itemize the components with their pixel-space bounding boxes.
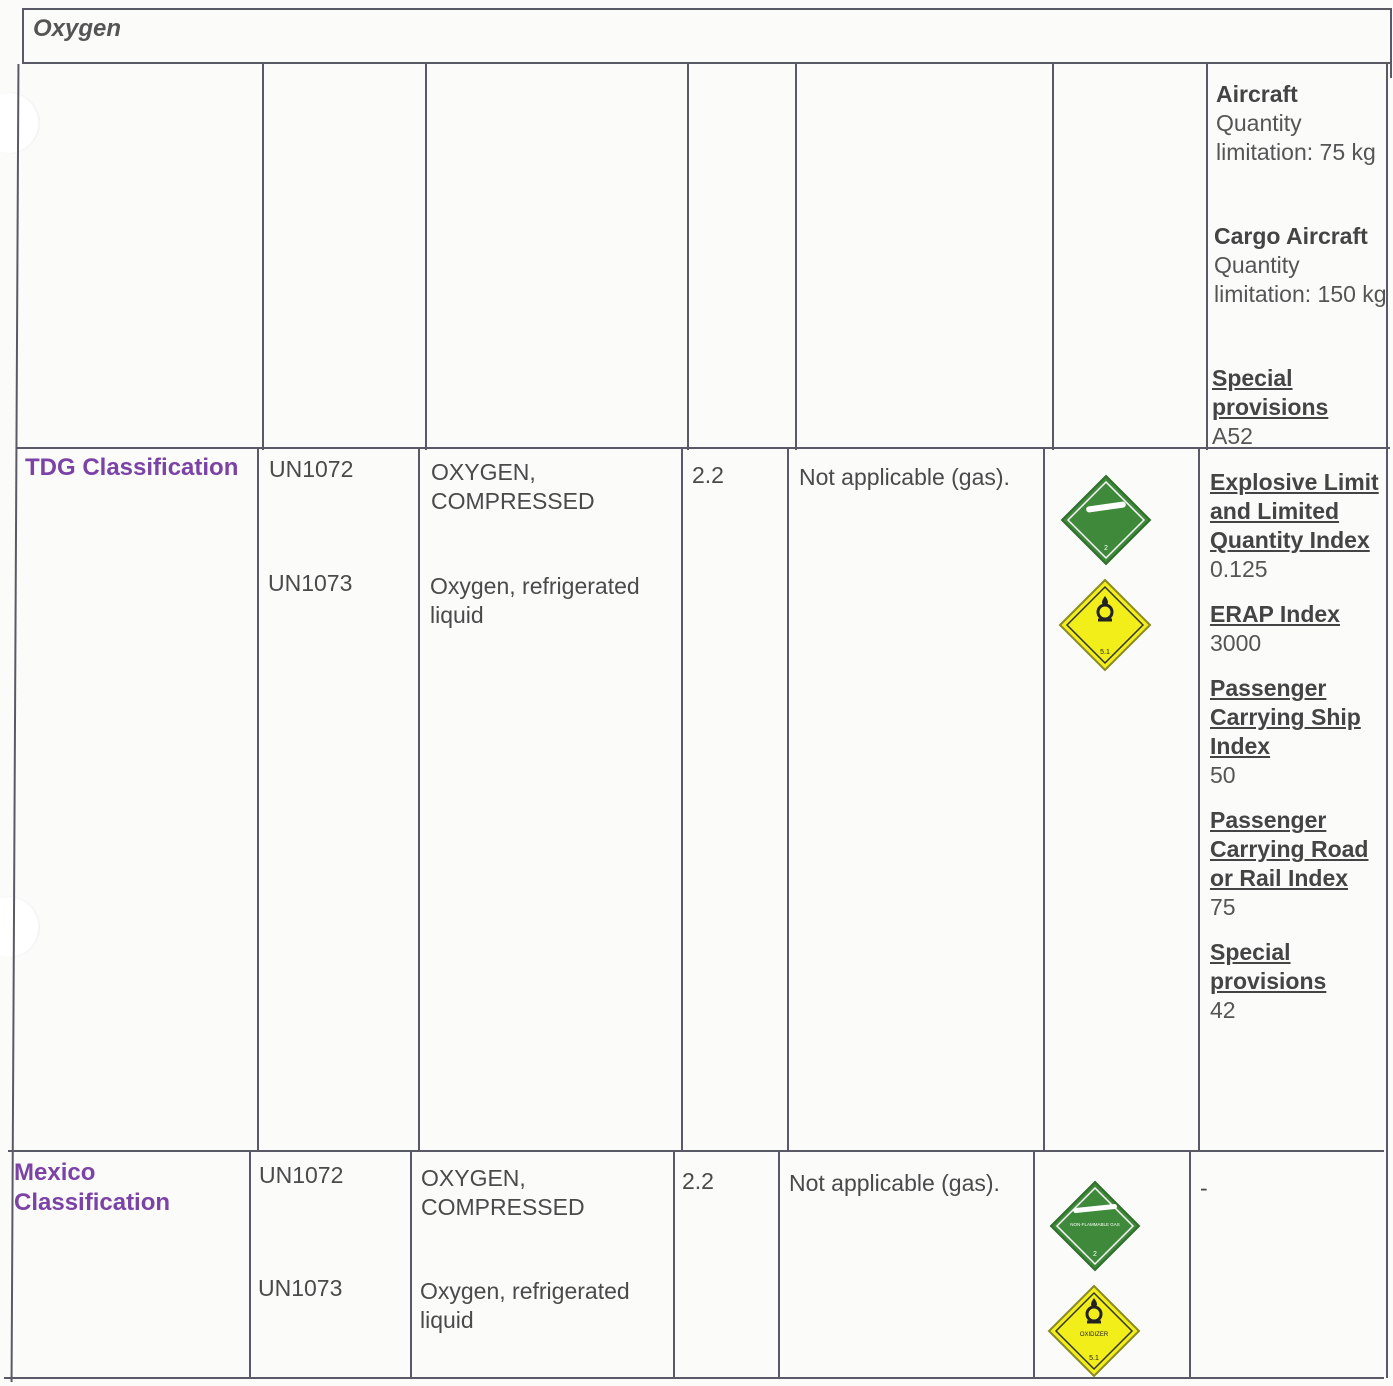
non-flammable-gas-placard-icon	[1049, 1180, 1141, 1272]
tdg-index-cell	[1210, 468, 1380, 1025]
special-provisions-value: A52	[1212, 423, 1253, 449]
mexico-un-number-1: UN1072	[259, 1162, 344, 1188]
column-divider	[249, 1152, 251, 1378]
mexico-packing-group: Not applicable (gas).	[789, 1170, 1000, 1196]
transport-limits-cell	[1216, 80, 1388, 167]
tdg-classification-label: TDG Classification	[25, 454, 239, 481]
column-divider	[1033, 1152, 1035, 1378]
explosive-limit-link[interactable]: Explosive Limit and Limited Quantity Index	[1210, 469, 1379, 553]
yellow-placard-text: OXIDIZER	[1079, 1332, 1109, 1338]
yellow-placard-class: 5.1	[1100, 649, 1110, 656]
column-divider	[778, 1152, 780, 1378]
table-title: Oxygen	[33, 15, 122, 42]
binder-hole	[0, 896, 40, 958]
column-divider	[410, 1152, 412, 1378]
erap-index-value: 3000	[1210, 630, 1262, 656]
column-divider	[1052, 64, 1054, 450]
tdg-shipping-name-2: Oxygen, refrigerated liquid	[430, 573, 640, 628]
special-provisions-cell	[1212, 364, 1382, 451]
column-divider	[1189, 1152, 1191, 1378]
column-divider	[681, 449, 683, 1152]
aircraft-heading: Aircraft	[1216, 81, 1298, 107]
passenger-ship-index-value: 50	[1210, 762, 1236, 788]
tdg-special-provisions-link[interactable]: Special provisions	[1210, 939, 1327, 994]
binder-hole	[0, 92, 40, 154]
table-border-left	[22, 8, 24, 64]
mexico-un-number-2: UN1073	[258, 1275, 343, 1301]
non-flammable-gas-placard-icon	[1060, 474, 1152, 566]
aircraft-value: Quantity limitation: 75 kg	[1216, 110, 1376, 165]
column-divider	[787, 449, 789, 1152]
mexico-classification-label: Mexico Classification	[14, 1159, 171, 1216]
tdg-shipping-name-1: OXYGEN, COMPRESSED	[431, 459, 595, 514]
tdg-special-provisions-value: 42	[1210, 997, 1236, 1023]
column-divider	[795, 64, 797, 450]
mexico-shipping-name-2: Oxygen, refrigerated liquid	[420, 1278, 630, 1333]
mexico-class: 2.2	[682, 1168, 714, 1194]
passenger-ship-index-link[interactable]: Passenger Carrying Ship Index	[1210, 675, 1361, 759]
column-divider	[1198, 449, 1200, 1152]
table-border-bottom	[4, 1377, 1384, 1379]
column-divider	[257, 449, 259, 1152]
tdg-packing-group: Not applicable (gas).	[799, 464, 1010, 490]
oxidizer-placard-icon	[1058, 578, 1152, 672]
row-divider	[16, 447, 1390, 449]
passenger-road-rail-index-link[interactable]: Passenger Carrying Road or Rail Index	[1210, 807, 1369, 891]
table-border-top	[24, 8, 1392, 10]
row-divider	[8, 1150, 1384, 1152]
green-placard-class: 2	[1104, 545, 1108, 552]
column-divider	[687, 64, 689, 450]
column-divider	[425, 64, 427, 450]
tdg-un-number-2: UN1073	[268, 570, 353, 596]
column-divider	[673, 1152, 675, 1378]
cargo-aircraft-value: Quantity limitation: 150 kg	[1214, 252, 1387, 307]
title-row-divider	[22, 62, 1392, 64]
green-placard-text: NON-FLAMMABLE GAS	[1070, 1222, 1120, 1227]
column-divider	[1206, 64, 1208, 450]
tdg-class: 2.2	[692, 462, 724, 488]
erap-index-link[interactable]: ERAP Index	[1210, 601, 1340, 627]
cargo-cell	[1214, 222, 1390, 309]
yellow-placard-class: 5.1	[1089, 1355, 1099, 1362]
column-divider	[418, 449, 420, 1152]
oxidizer-placard-icon	[1047, 1284, 1141, 1378]
tdg-un-number-1: UN1072	[269, 456, 354, 482]
cargo-aircraft-heading: Cargo Aircraft	[1214, 223, 1368, 249]
explosive-limit-value: 0.125	[1210, 556, 1268, 582]
mexico-notes: -	[1200, 1175, 1208, 1201]
special-provisions-link[interactable]: Special provisions	[1212, 365, 1329, 420]
mexico-shipping-name-1: OXYGEN, COMPRESSED	[421, 1165, 585, 1220]
column-divider	[1043, 449, 1045, 1152]
table-border-right	[1390, 8, 1392, 78]
column-divider	[262, 64, 264, 450]
green-placard-class: 2	[1093, 1251, 1097, 1258]
passenger-road-rail-index-value: 75	[1210, 894, 1236, 920]
